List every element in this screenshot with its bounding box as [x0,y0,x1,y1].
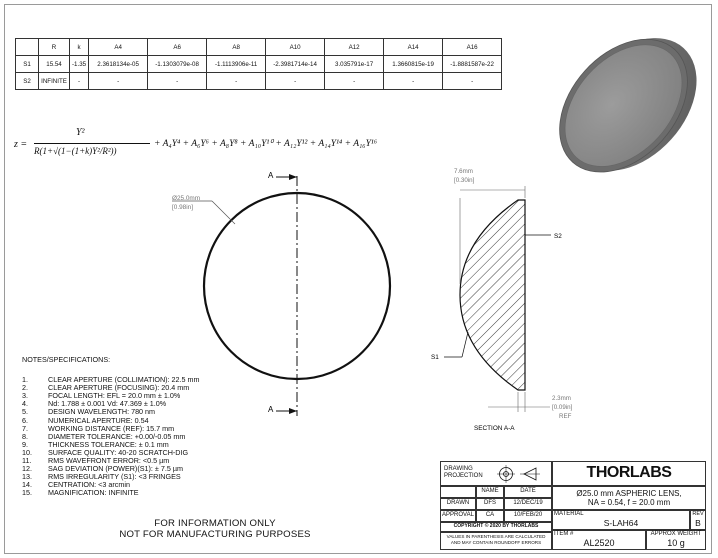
table-cell: -2.3981714e-14 [266,56,325,73]
table-cell: - [207,73,266,90]
approval-label: APPROVAL [442,512,474,518]
s2-label: S2 [554,233,562,240]
note-text: CENTRATION: <3 arcmin [48,480,130,490]
note-number: 3. [22,391,28,401]
section-arrowhead-bottom [289,408,297,414]
notes-specifications [22,356,200,498]
table-cell: - [148,73,207,90]
diameter-leader [212,201,235,224]
table-cell: -1.1113906e-11 [207,56,266,73]
table-header-cell: R [39,39,70,56]
note-text: RMS IRREGULARITY (S1): <3 FRINGES [48,472,181,482]
equation-polynomial: + A₄Y⁴ + A₆Y⁶ + A₈Y⁸ + A₁₀Y¹⁰ + A₁₂Y¹² + A₁₄Y¹⁴ + A₁₆Y¹⁶ [154,139,378,149]
s1-leader-angle [462,332,468,357]
table-cell: -1.35 [70,56,89,73]
section-caption: SECTION A-A [474,425,515,432]
note-number: 1. [22,375,28,385]
note-text: CLEAR APERTURE (COLLIMATION): 22.5 mm [48,375,200,385]
table-row [16,56,502,73]
table-cell: S1 [16,56,39,73]
note-number: 5. [22,407,28,417]
table-cell: - [89,73,148,90]
table-header-row [16,39,502,56]
copyright: COPYRIGHT © 2020 BY THORLABS [453,523,539,529]
edge-label-inches: [0.09in] [552,404,573,411]
asphere-coefficient-table [15,38,502,90]
equation-denominator: R(1+√(1−(1+k)Y²/R²)) [34,146,117,156]
table-header-cell: A12 [325,39,384,56]
item-label: ITEM # [554,531,574,537]
note-number: 10. [22,447,32,457]
table-cell: - [443,73,502,90]
note-text: MAGNIFICATION: INFINITE [48,488,139,498]
note-text: Nd: 1.788 ± 0.001 Vd: 47.369 ± 1.0% [48,399,167,409]
note-number: 4. [22,399,28,409]
approval-date: 10/FEB/20 [513,512,543,518]
note-text: FOCAL LENGTH: EFL = 20.0 mm ± 1.0% [48,391,181,401]
drawn-date: 12/DEC/19 [513,500,543,506]
disclaimer [100,518,330,540]
note-text: THICKNESS TOLERANCE: ± 0.1 mm [48,439,169,449]
note-text: RMS WAVEFRONT ERROR: <0.5 µm [48,456,170,466]
table-cell: INFINITE [39,73,70,90]
table-cell: -1.1303079e-08 [148,56,207,73]
edge-label: 2.3mm [552,395,571,402]
note-text: SURFACE QUALITY: 40-20 SCRATCH-DIG [48,447,189,457]
drawn-label: DRAWN [446,500,470,506]
table-header-cell: A10 [266,39,325,56]
values-note-line-2: AND MAY CONTAIN ROUNDOFF ERRORS [450,540,542,545]
table-cell: - [325,73,384,90]
item-number: AL2520 [583,538,615,548]
table-header-cell: A4 [89,39,148,56]
note-number: 2. [22,383,28,393]
diameter-label: Ø25.0mm [172,195,201,202]
note-number: 9. [22,439,28,449]
table-header-cell: A14 [384,39,443,56]
table-cell: - [70,73,89,90]
note-text: WORKING DISTANCE (REF): 15.7 mm [48,423,175,433]
equation-lhs: z = [14,139,28,150]
sag-equation [14,125,394,165]
material-value: S-LAH64 [603,518,639,528]
note-number: 14. [22,480,32,490]
table-header-cell: A16 [443,39,502,56]
note-text: DIAMETER TOLERANCE: +0.00/-0.05 mm [48,431,186,441]
section-arrowhead-top [289,174,297,180]
date-header: DATE [520,488,536,494]
section-view [430,160,580,435]
projection-label: DRAWING PROJECTION [444,466,483,479]
note-text: CLEAR APERTURE (FOCUSING): 20.4 mm [48,383,190,393]
table-cell: 2.3618134e-05 [89,56,148,73]
name-header: NAME [481,488,499,494]
blank-header-cell [440,486,476,498]
fraction-bar [34,143,150,144]
disclaimer-line-1: FOR INFORMATION ONLY [154,518,276,529]
table-cell: 3.035791e-17 [325,56,384,73]
table-cell: - [384,73,443,90]
note-number: 12. [22,464,32,474]
note-text: NUMERICAL APERTURE: 0.54 [48,415,149,425]
title-block [440,461,706,550]
notes-heading: NOTES/SPECIFICATIONS: [22,355,111,364]
thickness-label: 7.6mm [454,168,473,175]
thorlabs-logo: THORLABS [586,464,672,481]
projection-symbol-icon [496,464,550,484]
note-number: 8. [22,431,28,441]
description-line-2: NA = 0.54, f = 20.0 mm [587,498,671,507]
diameter-label-inches: [0.98in] [172,204,193,211]
table-cell: -1.8881587e-22 [443,56,502,73]
table-cell: - [266,73,325,90]
table-header-cell: A6 [148,39,207,56]
table-header-cell: k [70,39,89,56]
note-text: SAG DEVIATION (POWER)(S1): ± 7.5 µm [48,464,183,474]
table-row [16,73,502,90]
s1-label: S1 [431,354,439,361]
list-item [22,489,200,497]
approval-name: CA [485,512,495,518]
note-number: 11. [22,456,32,466]
description-line-1: Ø25.0 mm ASPHERIC LENS, [576,489,682,498]
table-cell: 15.54 [39,56,70,73]
rev-value: B [695,518,701,528]
thickness-label-inches: [0.30in] [454,177,475,184]
material-label: MATERIAL [554,511,584,517]
drawn-name: DFS [484,500,496,506]
equation-numerator: Y² [76,127,85,138]
section-mark-bottom: A [268,405,274,414]
note-number: 7. [22,423,28,433]
lens-cross-section [460,200,525,390]
weight-value: 10 g [667,538,685,548]
note-number: 15. [22,488,32,498]
note-number: 6. [22,415,28,425]
section-mark-top: A [268,171,274,180]
note-number: 13. [22,472,32,482]
weight-label: APPROX WEIGHT [650,531,702,537]
edge-ref-label: REF [559,413,572,420]
table-cell: 1.3660815e-19 [384,56,443,73]
table-header-cell [16,39,39,56]
rev-label: REV [692,511,704,517]
note-text: DESIGN WAVELENGTH: 780 nm [48,407,156,417]
table-header-cell: A8 [207,39,266,56]
disclaimer-line-2: NOT FOR MANUFACTURING PURPOSES [119,529,311,540]
values-note-line-1: VALUES IN PARENTHESIS ARE CALCULATED [446,534,546,539]
table-cell: S2 [16,73,39,90]
